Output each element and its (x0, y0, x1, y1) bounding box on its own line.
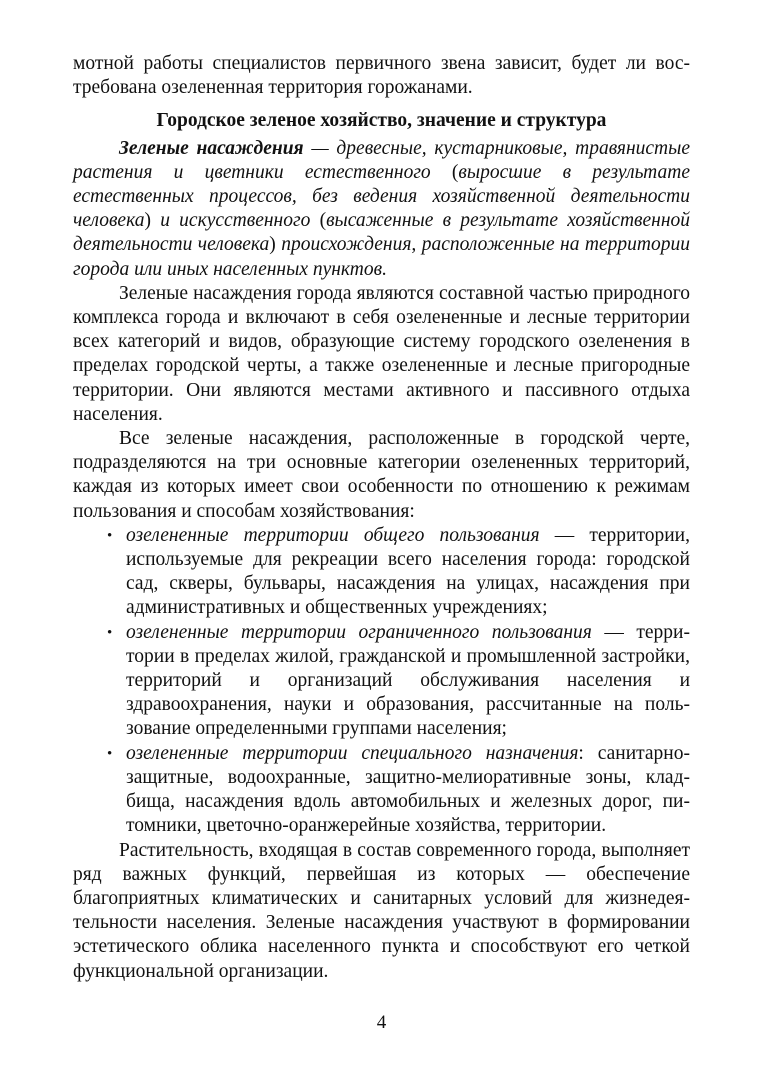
definition-text: выросшие в результате естественных процессов, без ведения хозяйственной деятельности человека (73, 161, 690, 232)
definition-paragraph (73, 137, 690, 282)
list-item (73, 621, 690, 742)
category-description: — территории в пределах жилой, гражданской и промышленной застройки, территорий и организаций обслуживания населения и здравоохранения, науки и образования, рассчитанные на пользование определенными группами населения; (126, 621, 690, 740)
definition-text: происхождения, расположенные на территории города или иных населенных пунктов. (73, 234, 690, 280)
page-content (73, 52, 690, 984)
definition-paren-open: ( (319, 210, 327, 232)
definition-text: — древесные, кустарниковые, травянистые растения и цветники естественного (73, 137, 691, 183)
paragraph-green-spaces: Зеленые насаждения города являются составной частью природного комплекса города и включают в себя озелененные и лесные территории всех категорий и видов, образующие систему городского озеленения в пределах городской черты, а также озелененные и лесные пригородные территории. Они являются местами активного и пассивного отдыха населения. (73, 282, 690, 425)
page-number: 4 (376, 1012, 387, 1033)
bullet-icon: • (107, 624, 113, 641)
categories-list (73, 524, 690, 839)
bullet-icon: • (107, 745, 113, 762)
category-name: озелененные территории ограниченного пользования (126, 621, 592, 643)
definition-text: и искусственного (150, 210, 320, 232)
paragraph-vegetation-functions: Растительность, входящая в состав современного города, выполняет ряд важных функций, первейшая из которых — обеспечение благоприятных климатических и санитарных условий для жизнедеятельности населения. Зеленые насаждения участвуют в формировании эстетического облика населенного пункта и способствуют его четкой функциональной организации. (73, 839, 690, 982)
list-item (73, 742, 690, 839)
section-heading: Городское зеленое хозяйство, значение и структура (156, 110, 607, 132)
definition-text: высаженные в результате хозяйственной деятельности человека (73, 210, 690, 256)
category-description: : санитарно-защитные, водоохранные, защитно-мелиоративные зоны, кладбища, насаждения вдоль автомобильных и железных дорог, питомники, цветочно-оранжерейные хозяйства, территории. (126, 742, 690, 837)
category-name: озелененные территории специального назначения (126, 742, 579, 764)
paragraph-categories-intro: Все зеленые насаждения, расположенные в городской черте, подразделяются на три основные категории озелененных территорий, каждая из которых имеет свои особенности по отношению к режимам пользования и способам хозяйствования: (73, 428, 690, 522)
intro-paragraph: мотной работы специалистов первичного звена зависит, будет ли востребована озелененная территория горожанами. (73, 53, 690, 99)
definition-paren-close: ) (144, 210, 151, 232)
definition-term: Зеленые насаждения (119, 137, 304, 159)
category-description: — территории, используемые для рекреации всего населения города: городской сад, скверы, бульвары, насаждения на улицах, насаждения при административных и общественных учреждениях; (126, 524, 690, 619)
definition-paren-open: ( (451, 161, 459, 183)
bullet-icon: • (107, 527, 113, 544)
list-item (73, 524, 690, 621)
definition-paren-close: ) (269, 234, 276, 256)
category-name: озелененные территории общего пользования (126, 524, 540, 546)
